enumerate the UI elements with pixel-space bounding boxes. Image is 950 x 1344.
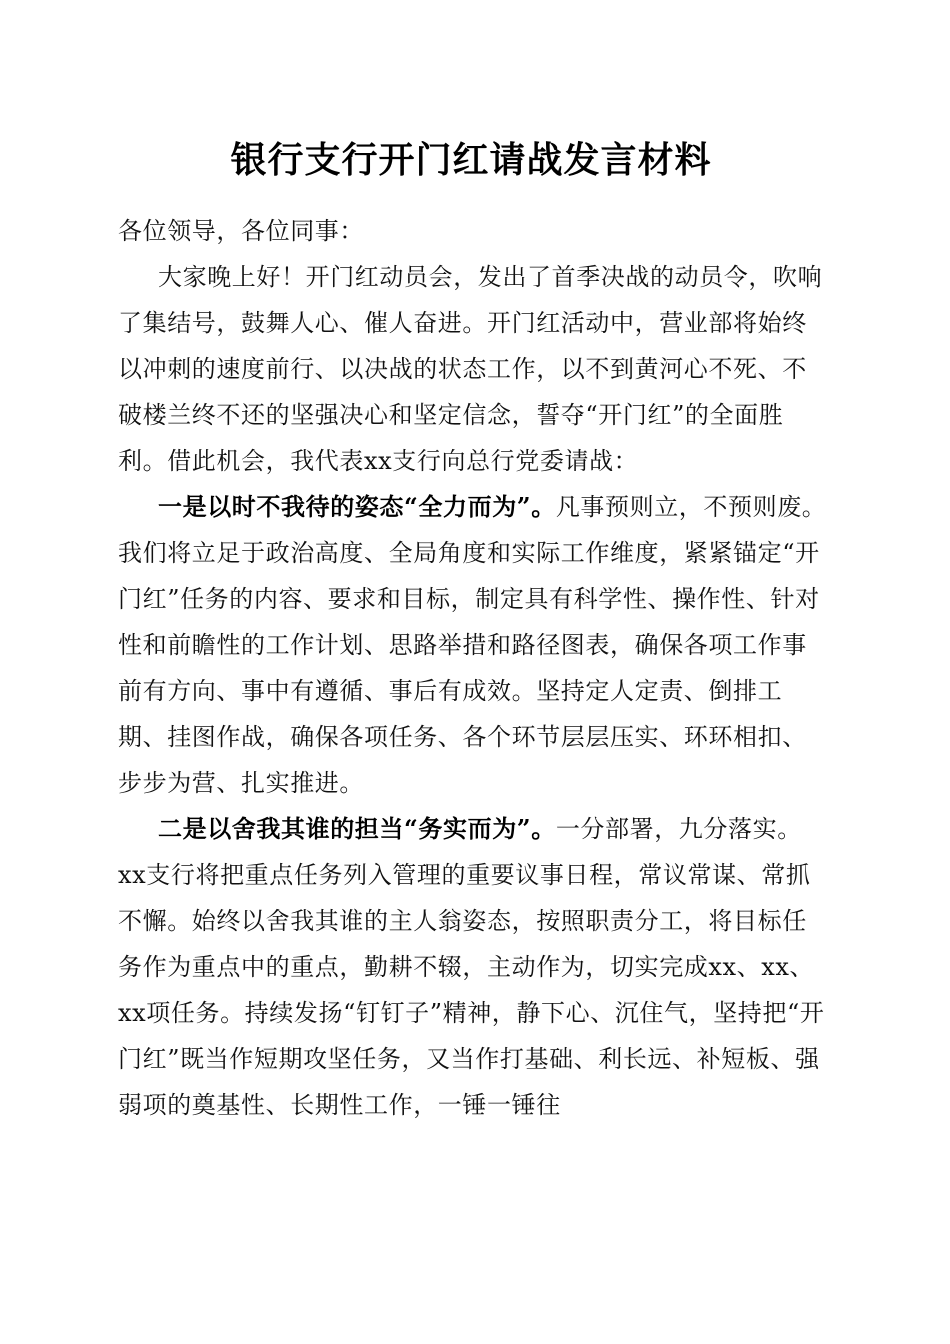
paragraph-lead: 一是以时不我待的姿态“全力而为”。: [158, 492, 556, 521]
paragraph-lead: 二是以舍我其谁的担当“务实而为”。: [158, 814, 556, 843]
paragraph-text: 大家晚上好！开门红动员会，发出了首季决战的动员令，吹响了集结号，鼓舞人心、催人奋进。开门红活动中，营业部将始终以冲刺的速度前行、以决战的状态工作，以不到黄河心不死、不破楼兰终不还的坚强决心和坚定信念，誓夺“开门红”的全面胜利。借此机会，我代表xx支行向总行党委请战：: [118, 263, 823, 475]
salutation: 各位领导，各位同事：: [118, 217, 364, 245]
paragraph-opening: [118, 254, 830, 484]
document-body: [118, 208, 830, 1128]
paragraph-point-one: [118, 484, 830, 806]
paragraph-point-two: [118, 806, 830, 1128]
document-title: 银行支行开门红请战发言材料: [230, 139, 712, 181]
paragraph-text: 一分部署，九分落实。xx支行将把重点任务列入管理的重要议事日程，常议常谋、常抓不懈。始终以舍我其谁的主人翁姿态，按照职责分工，将目标任务作为重点中的重点，勤耕不辍，主动作为，切实完成xx、xx、xx项任务。持续发扬“钉钉子”精神，静下心、沉住气，坚持把“开门红”既当作短期攻坚任务，又当作打基础、利长远、补短板、强弱项的奠基性、长期性工作，一锤一锤往: [118, 815, 825, 1119]
paragraph-text: 凡事预则立，不预则废。我们将立足于政治高度、全局角度和实际工作维度，紧紧锚定“开门红”任务的内容、要求和目标，制定具有科学性、操作性、针对性和前瞻性的工作计划、思路举措和路径图表，确保各项工作事前有方向、事中有遵循、事后有成效。坚持定人定责、倒排工期、挂图作战，确保各项任务、各个环节层层压实、环环相扣、步步为营、扎实推进。: [118, 493, 827, 797]
